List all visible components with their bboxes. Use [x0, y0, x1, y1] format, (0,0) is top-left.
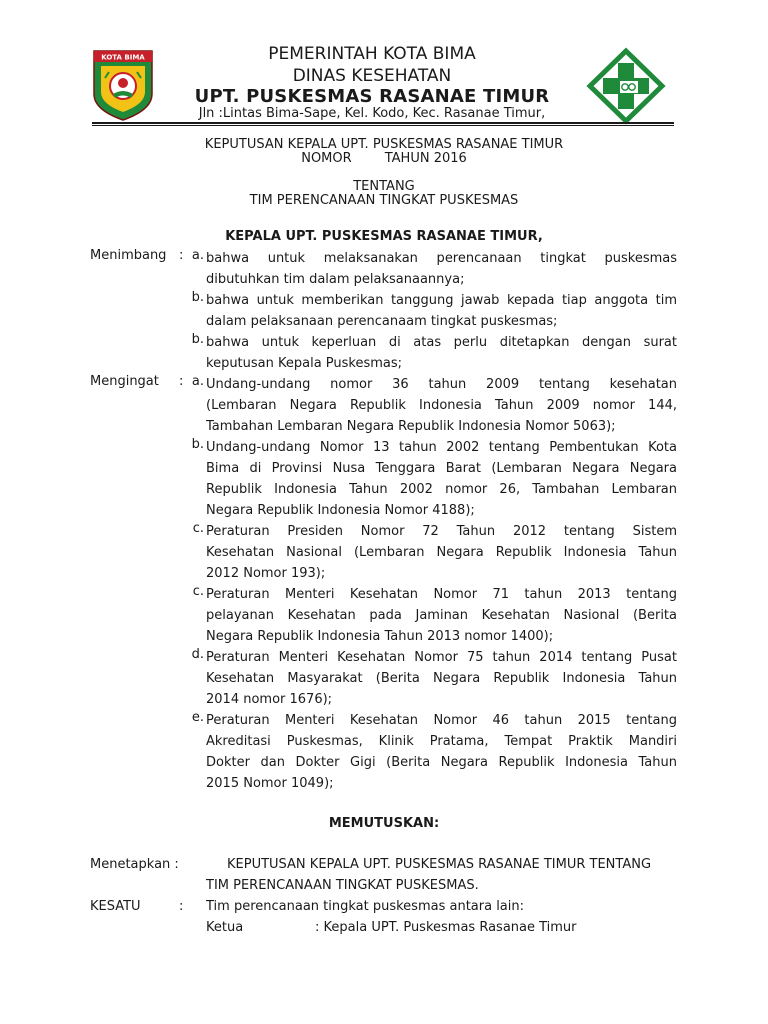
letterhead-address: Jln :Lintas Bima-Sape, Kel. Kodo, Kec. Rasanae Timur,	[198, 106, 546, 121]
ketua-label: Ketua	[206, 920, 244, 935]
menetapkan-text-line2: TIM PERENCANAAN TINGKAT PUSKESMAS.	[206, 878, 479, 893]
mengingat-item-line: Akreditasi Puskesmas, Klinik Pratama, Tempat Praktik Mandiri	[206, 734, 677, 749]
menimbang-item-line: bahwa untuk memberikan tanggung jawab kepada tiap anggota tim	[206, 293, 677, 308]
mengingat-item-line: Negara Republik Indonesia Nomor 4188);	[206, 503, 475, 518]
decree-number: NOMOR TAHUN 2016	[301, 151, 467, 166]
menimbang-item	[206, 290, 677, 332]
decree-title: KEPUTUSAN KEPALA UPT. PUSKESMAS RASANAE TIMUR	[204, 137, 564, 152]
menimbang-item-letter: a.	[191, 248, 204, 263]
mengingat-item-line: Peraturan Presiden Nomor 72 Tahun 2012 tentang Sistem	[206, 524, 677, 539]
mengingat-item-letter: e.	[191, 710, 204, 725]
kesatu-text: Tim perencanaan tingkat puskesmas antara lain:	[206, 899, 525, 914]
mengingat-item-line: Kesehatan Masyarakat (Berita Negara Republik Indonesia Tahun	[206, 671, 677, 686]
letterhead-government: PEMERINTAH KOTA BIMA	[268, 44, 476, 64]
menimbang-item-letter: b.	[191, 332, 204, 347]
menimbang-item-line: keputusan Kepala Puskesmas;	[206, 356, 403, 371]
kota-bima-crest-logo	[91, 48, 155, 122]
mengingat-item-line: Republik Indonesia Tahun 2002 nomor 26, Tambahan Lembaran	[206, 482, 677, 497]
letterhead-rule-thick	[92, 122, 674, 124]
mengingat-item-line: 2015 Nomor 1049);	[206, 776, 334, 791]
menetapkan-label: Menetapkan :	[90, 857, 179, 872]
menimbang-item-line: bahwa untuk melaksanakan perencanaan tingkat puskesmas	[206, 251, 677, 266]
mengingat-item-line: Tambahan Lembaran Negara Republik Indonesia Nomor 5063);	[206, 419, 616, 434]
menimbang-colon: :	[179, 248, 184, 263]
mengingat-item	[206, 584, 677, 647]
mengingat-item-line: Kesehatan Nasional (Lembaran Negara Republik Indonesia Tahun	[206, 545, 677, 560]
mengingat-item-line: Dokter dan Dokter Gigi (Berita Negara Republik Indonesia Tahun	[206, 755, 677, 770]
memutuskan-heading: MEMUTUSKAN:	[328, 816, 440, 831]
mengingat-item	[206, 437, 677, 521]
ketua-value: : Kepala UPT. Puskesmas Rasanae Timur	[315, 920, 577, 935]
crest-lettering: KOTA BIMA	[101, 53, 145, 62]
mengingat-item-line: (Lembaran Negara Republik Indonesia Tahun 2009 nomor 144,	[206, 398, 677, 413]
menimbang-item	[206, 332, 677, 374]
decree-subject: TIM PERENCANAAN TINGKAT PUSKESMAS	[249, 193, 519, 208]
mengingat-item-line: Bima di Provinsi Nusa Tenggara Barat (Lembaran Negara Negara	[206, 461, 677, 476]
mengingat-item-letter: d.	[191, 647, 204, 662]
mengingat-item	[206, 710, 677, 794]
mengingat-item-line: Peraturan Menteri Kesehatan Nomor 46 tahun 2015 tentang	[206, 713, 677, 728]
menimbang-item-line: dibutuhkan tim dalam pelaksanaannya;	[206, 272, 465, 287]
mengingat-item-line: Peraturan Menteri Kesehatan Nomor 71 tahun 2013 tentang	[206, 587, 677, 602]
mengingat-item-line: 2012 Nomor 193);	[206, 566, 326, 581]
puskesmas-logo	[586, 47, 666, 125]
mengingat-item-line: pelayanan Kesehatan pada Jaminan Kesehatan Nasional (Berita	[206, 608, 677, 623]
kesatu-label: KESATU	[90, 899, 141, 914]
letterhead-institution: UPT. PUSKESMAS RASANAE TIMUR	[194, 86, 550, 107]
mengingat-item-letter: c.	[192, 584, 204, 599]
mengingat-colon: :	[179, 374, 184, 389]
mengingat-item-line: 2014 nomor 1676);	[206, 692, 333, 707]
menimbang-item-line: bahwa untuk keperluan di atas perlu ditetapkan dengan surat	[206, 335, 677, 350]
mengingat-item	[206, 647, 677, 710]
mengingat-item-line: Undang-undang nomor 36 tahun 2009 tentang kesehatan	[206, 377, 677, 392]
mengingat-item	[206, 521, 677, 584]
menimbang-item	[206, 248, 677, 290]
mengingat-item-line: Undang-undang Nomor 13 tahun 2002 tentang Pembentukan Kota	[206, 440, 677, 455]
menimbang-item-letter: b.	[191, 290, 204, 305]
letterhead-agency: DINAS KESEHATAN	[292, 66, 452, 86]
mengingat-label: Mengingat	[90, 374, 159, 389]
mengingat-item-line: Negara Republik Indonesia Tahun 2013 nomor 1400);	[206, 629, 554, 644]
menimbang-label: Menimbang	[90, 248, 167, 263]
kesatu-colon: :	[179, 899, 184, 914]
issuer-heading: KEPALA UPT. PUSKESMAS RASANAE TIMUR,	[225, 229, 543, 244]
tentang-heading: TENTANG	[353, 179, 415, 194]
menetapkan-text-line1: KEPUTUSAN KEPALA UPT. PUSKESMAS RASANAE TIMUR TENTANG	[227, 857, 652, 872]
menimbang-item-line: dalam pelaksanaan perencanaam tingkat puskesmas;	[206, 314, 558, 329]
mengingat-item-letter: b.	[191, 437, 204, 452]
mengingat-item	[206, 374, 677, 437]
mengingat-item-letter: a.	[191, 374, 204, 389]
letterhead-rule-thin	[92, 125, 674, 126]
mengingat-item-letter: c.	[192, 521, 204, 536]
mengingat-item-line: Peraturan Menteri Kesehatan Nomor 75 tahun 2014 tentang Pusat	[206, 650, 677, 665]
